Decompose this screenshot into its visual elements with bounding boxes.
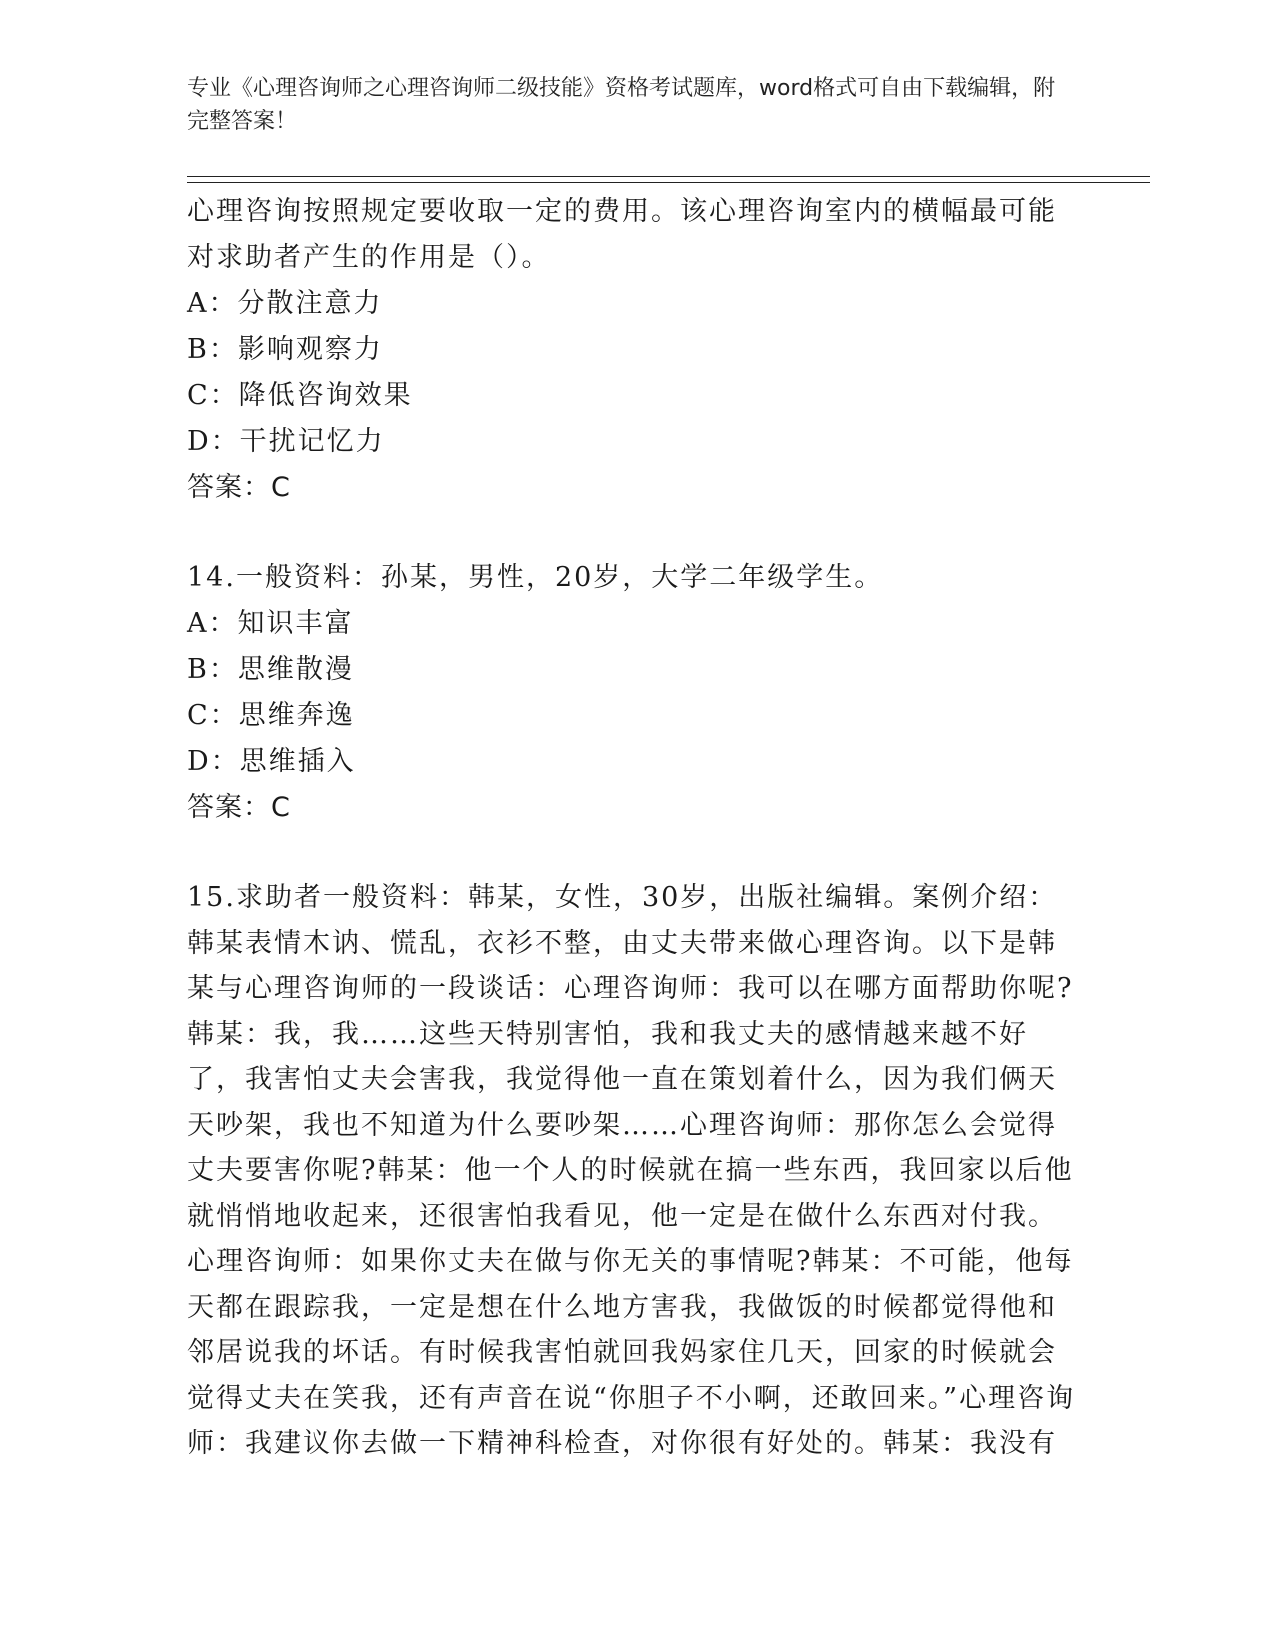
option-d: D：思维插入 [187, 746, 356, 777]
option-b: B：思维散漫 [187, 654, 354, 685]
question-13 [187, 189, 1087, 511]
document-body [187, 189, 1087, 1467]
document-header: 专业《心理咨询师之心理咨询师二级技能》资格考试题库，word格式可自由下载编辑，附完整答案！ [187, 76, 1056, 134]
question-stem: 14.一般资料：孙某，男性，20岁，大学二年级学生。 [187, 562, 884, 593]
option-d: D：干扰记忆力 [187, 426, 385, 457]
header-divider-top [187, 176, 1150, 177]
answer: 答案：C [187, 472, 291, 503]
question-stem: 15.求助者一般资料：韩某，女性，30岁，出版社编辑。案例介绍：韩某表情木讷、慌乱，衣衫不整，由丈夫带来做心理咨询。以下是韩某与心理咨询师的一段谈话：心理咨询师：我可以在哪方面帮助你呢?韩某：我，我……这些天特别害怕，我和我丈夫的感情越来越不好了，我害怕丈夫会害我，我觉得他一直在策划着什么，因为我们俩天天吵架，我也不知道为什么要吵架……心理咨询师：那你怎么会觉得丈夫要害你呢?韩某：他一个人的时候就在搞一些东西，我回家以后他就悄悄地收起来，还很害怕我看见，他一定是在做什么东西对付我。心理咨询师：如果你丈夫在做与你无关的事情呢?韩某：不可能，他每天都在跟踪我，一定是想在什么地方害我，我做饭的时候都觉得他和邻居说我的坏话。有时候我害怕就回我妈家住几天，回家的时候就会觉得丈夫在笑我，还有声音在说“你胆子不小啊，还敢回来。”心理咨询师：我建议你去做一下精神科检查，对你很有好处的。韩某：我没有 [187, 882, 1076, 1459]
option-c: C：降低咨询效果 [187, 380, 413, 411]
option-c: C：思维奔逸 [187, 700, 355, 731]
answer: 答案：C [187, 792, 291, 823]
question-15 [187, 875, 1087, 1467]
option-a: A：知识丰富 [187, 608, 354, 639]
option-a: A：分散注意力 [187, 288, 383, 319]
question-14 [187, 555, 1087, 831]
question-stem: 对求助者产生的作用是（）。 [187, 242, 551, 273]
option-b: B：影响观察力 [187, 334, 383, 365]
question-stem: 心理咨询按照规定要收取一定的费用。该心理咨询室内的横幅最可能 [187, 196, 1057, 227]
header-divider-bottom [187, 182, 1150, 183]
